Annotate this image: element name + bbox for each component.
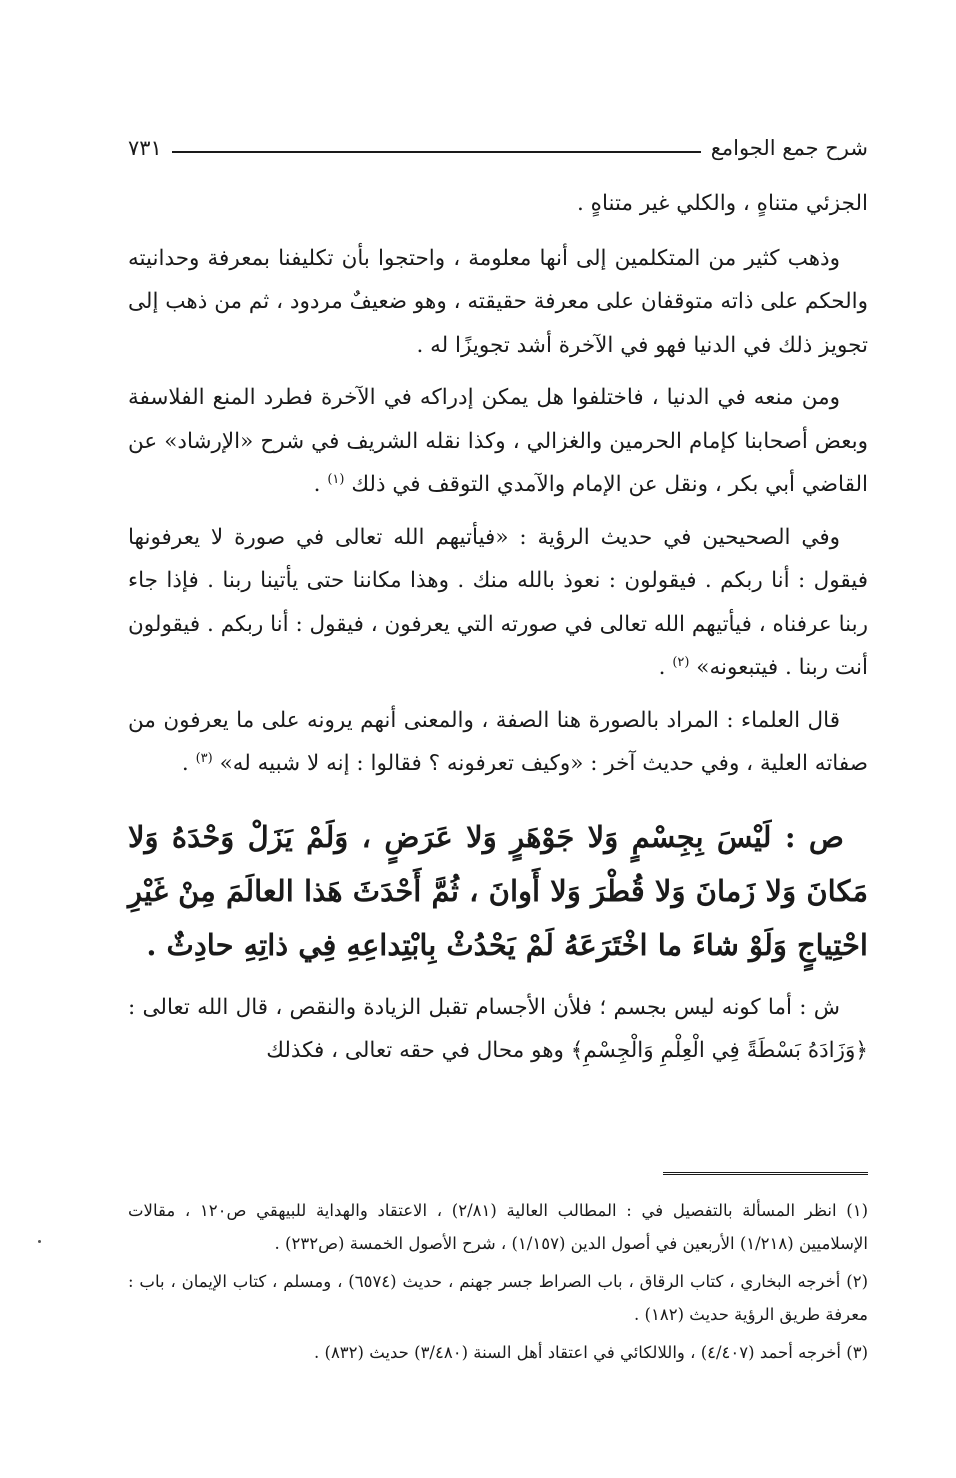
page-number: ٧٣١ — [128, 136, 162, 160]
quran-verse: ﴿وَزَادَهُ بَسْطَةً فِي الْعِلْمِ وَالْجِسْمِ﴾ — [570, 1038, 868, 1063]
running-header — [128, 128, 868, 168]
matn-text: ص : لَيْسَ بِجِسْمٍ وَلا جَوْهَرٍ وَلا عَرَضٍ ، وَلَمْ يَزَلْ وَحْدَهُ وَلا مَكانَ وَلا زَمانَ وَلا قُطْرَ وَلا أَوانَ ، ثُمَّ أَحْدَثَ هَذا العالَمَ مِنْ غَيْرِ احْتِياجٍ وَلَوْ شاءَ ما اخْتَرَعَهُ لَمْ يَحْدُثْ بِابْتِداعِهِ فِي ذاتِهِ حادِثٌ . — [128, 819, 868, 962]
footnote-ref: (١) — [327, 471, 345, 487]
paragraph: ومن منعه في الدنيا ، فاختلفوا هل يمكن إدراكه في الآخرة فطرد المنع الفلاسفة وبعض أصحابنا كإمام الحرمين والغزالي ، وكذا نقله الشريف في شرح «الإرشاد» عن القاضي أبي بكر ، ونقل عن الإمام والآمدي التوقف في ذلك $^{(١)}$ . — [128, 385, 868, 497]
book-title: شرح جمع الجوامع — [710, 136, 868, 160]
header-rule — [172, 151, 701, 153]
paragraph: الجزئي متناهٍ ، والكلي غير متناهٍ . — [577, 191, 868, 216]
paragraph: قال العلماء : المراد بالصورة هنا الصفة ، والمعنى أنهم يرونه على ما يعرفون من صفاته العلية ، وفي حديث آخر : «وكيف تعرفونه ؟ فقالوا : إنه لا شبيه له» $^{(٣)}$ . — [128, 707, 868, 776]
footnote-separator — [663, 1172, 868, 1178]
footnote: (٢) أخرجه البخاري ، كتاب الرقاق ، باب الصراط جسر جهنم ، حديث (٦٥٧٤) ، ومسلم ، كتاب الإيمان ، باب : معرفة طريق الرؤية حديث (١٨٢) . — [128, 1272, 869, 1324]
sharh-paragraph: ش : أما كونه ليس بجسم ؛ فلأن الأجسام تقبل الزيادة والنقص ، قال الله تعالى : ﴿وَزَادَهُ بَسْطَةً فِي الْعِلْمِ وَالْجِسْمِ﴾ وهو محال في حقه تعالى ، فكذلك — [128, 994, 868, 1063]
main-text — [128, 182, 868, 1082]
footnote: (٣) أخرجه أحمد (٤/٤٠٧) ، واللالكائي في اعتقاد أهل السنة (٣/٤٨٠) حديث (٨٣٢) . — [314, 1343, 868, 1362]
scan-speck — [38, 1240, 41, 1243]
footnotes — [128, 1194, 868, 1374]
footnote-ref: (٣) — [195, 750, 213, 766]
footnote-ref: (٢) — [672, 654, 690, 670]
paragraph: وفي الصحيحين في حديث الرؤية : «فيأتيهم الله تعالى في صورة لا يعرفونها فيقول : أنا ربكم . فيقولون : نعوذ بالله منك . وهذا مكاننا حتى يأتينا ربنا . فإذا جاء ربنا عرفناه ، فيأتيهم الله تعالى في صورته التي يعرفون ، فيقول : أنا ربكم . فيقولون أنت ربنا . فيتبعونه» $^{(٢)}$ . — [128, 524, 868, 680]
footnote: (١) انظر المسألة بالتفصيل في : المطالب العالية (٢/٨١) ، الاعتقاد والهداية للبيهقي ص١٢٠ ، مقالات الإسلاميين (١/٢١٨) الأربعين في أصول الدين (١/١٥٧) ، شرح الأصول الخمسة (ص٢٣٢) . — [128, 1201, 868, 1253]
paragraph: وذهب كثير من المتكلمين إلى أنها معلومة ، واحتجوا بأن تكليفنا بمعرفة وحدانيته والحكم على ذاته متوقفان على معرفة حقيقته ، وهو ضعيفٌ مردود ، ثم من ذهب إلى تجويز ذلك في الدنيا فهو في الآخرة أشد تجويزًا له . — [128, 245, 868, 358]
